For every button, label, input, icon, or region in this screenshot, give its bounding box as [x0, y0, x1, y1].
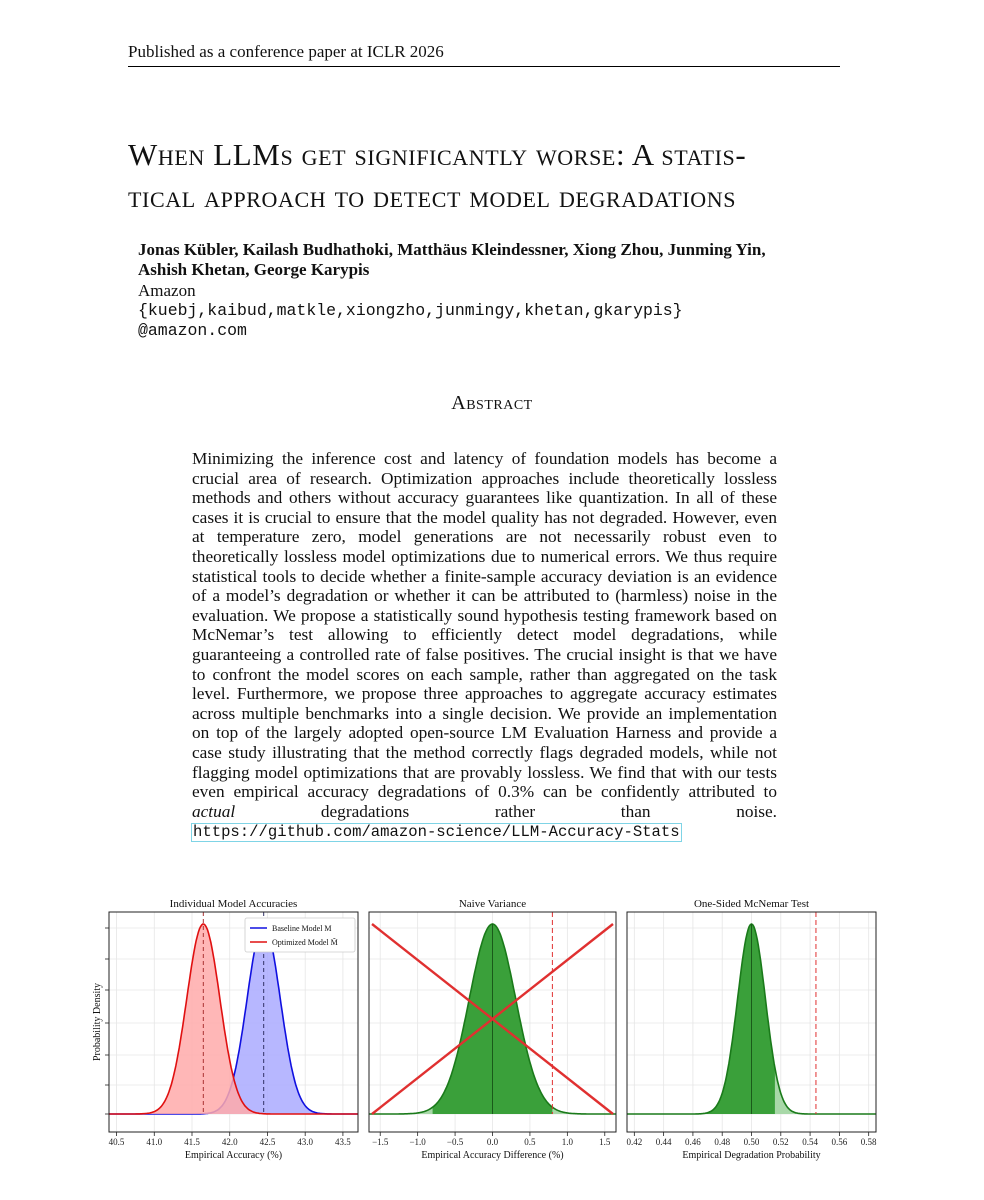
x-tick-label: 0.48: [714, 1137, 731, 1147]
x-tick-label: −1.5: [372, 1137, 389, 1147]
paper-title: [128, 134, 848, 218]
authors-line-2: Ashish Khetan, George Karypis: [138, 260, 370, 279]
x-tick-label: 40.5: [108, 1137, 125, 1147]
x-tick-label: 0.42: [626, 1137, 643, 1147]
x-tick-label: 0.5: [524, 1137, 536, 1147]
running-head: Published as a conference paper at ICLR 2026: [128, 42, 840, 67]
x-tick-label: 42.5: [259, 1137, 276, 1147]
y-axis-label: Probability Density: [92, 982, 103, 1062]
x-tick-label: 41.5: [184, 1137, 200, 1147]
authors-line-1: Jonas Kübler, Kailash Budhathoki, Matthäus Kleindessner, Xiong Zhou, Junming Yin,: [138, 240, 766, 259]
figure-1: [0, 895, 984, 1195]
chart-panel-2: [369, 898, 616, 1161]
x-tick-label: 0.44: [655, 1137, 672, 1147]
chart-title: Individual Model Accuracies: [169, 898, 298, 910]
x-tick-label: 43.5: [335, 1137, 351, 1147]
figure-1-charts: [0, 895, 984, 1195]
x-tick-label: −1.0: [409, 1137, 426, 1147]
chart-panel-3: [626, 898, 877, 1161]
x-tick-label: 0.52: [772, 1137, 789, 1147]
x-axis-label: Empirical Accuracy (%): [184, 1150, 283, 1161]
chart-title: One-Sided McNemar Test: [693, 898, 810, 910]
x-tick-label: 1.5: [599, 1137, 611, 1147]
x-tick-label: 41.0: [146, 1137, 163, 1147]
abstract-text-end: degradations rather than noise.: [235, 801, 777, 821]
abstract-emphasis: actual: [192, 801, 236, 821]
x-tick-label: 0.56: [831, 1137, 848, 1147]
x-tick-label: 0.54: [802, 1137, 818, 1147]
chart-title: Naive Variance: [458, 898, 527, 910]
x-tick-label: 0.46: [685, 1137, 701, 1147]
legend-label-1: Optimized Model M̃: [272, 938, 338, 947]
x-tick-label: 0.58: [860, 1137, 877, 1147]
x-tick-label: 42.0: [221, 1137, 238, 1147]
title-line-1: When LLMs get significantly worse: A statis-: [128, 137, 747, 172]
emails-line-1: {kuebj,kaibud,matkle,xiongzho,junmingy,khetan,gkarypis}: [138, 301, 683, 320]
right-tail-region: [775, 1068, 876, 1114]
affiliation: Amazon: [138, 281, 196, 300]
x-tick-label: 43.0: [297, 1137, 314, 1147]
x-axis-label: Empirical Accuracy Difference (%): [421, 1150, 564, 1161]
x-tick-label: 1.0: [561, 1137, 573, 1147]
x-tick-label: 0.50: [743, 1137, 760, 1147]
abstract-body: [192, 449, 777, 841]
x-axis-label: Empirical Degradation Probability: [682, 1150, 821, 1161]
density-fill-1: [109, 924, 358, 1114]
code-repository-link[interactable]: https://github.com/amazon-science/LLM-Accuracy-Stats: [193, 823, 680, 842]
title-line-2: tical approach to detect model degradations: [128, 179, 737, 214]
legend: [245, 918, 355, 952]
abstract-text: Minimizing the inference cost and latency of foundation models has become a crucial area of research. Optimization approaches include theoretically lossless methods and others without accuracy guarantees like quantization. In all of these cases it is crucial to ensure that the model quality has not degraded. However, even at temperature zero, model generations are not necessarily robust even to theoretically lossless model optimizations due to numerical errors. We thus require statistical tools to decide whether a finite-sample accuracy deviation is an evidence of a model’s degradation or whether it can be attributed to (harmless) noise in the evaluation. We propose a statistically sound hypothesis testing framework based on McNemar’s test allowing to efficiently detect model degradations, while guaranteeing a controlled rate of false positives. The crucial insight is that we have to confront the model scores on each sample, rather than aggregated on the task level. Furthermore, we propose three approaches to aggregate accuracy estimates across multiple benchmarks into a single decision. We provide an implementation on top of the largely adopted open-source LM Evaluation Harness and provide a case study illustrating that the method correctly flags degraded models, while not flagging model optimizations that are provably lossless. We find that with our tests even empirical accuracy degradations of 0.3% can be confidently attributed to: [192, 449, 777, 802]
author-emails: [138, 301, 738, 341]
x-tick-label: 0.0: [486, 1137, 499, 1147]
emails-line-2: @amazon.com: [138, 321, 247, 340]
abstract-heading: Abstract: [451, 392, 533, 414]
chart-panel-1: [92, 898, 358, 1161]
legend-label-0: Baseline Model M: [272, 924, 332, 933]
x-tick-label: −0.5: [446, 1137, 464, 1147]
author-list: [138, 240, 838, 280]
